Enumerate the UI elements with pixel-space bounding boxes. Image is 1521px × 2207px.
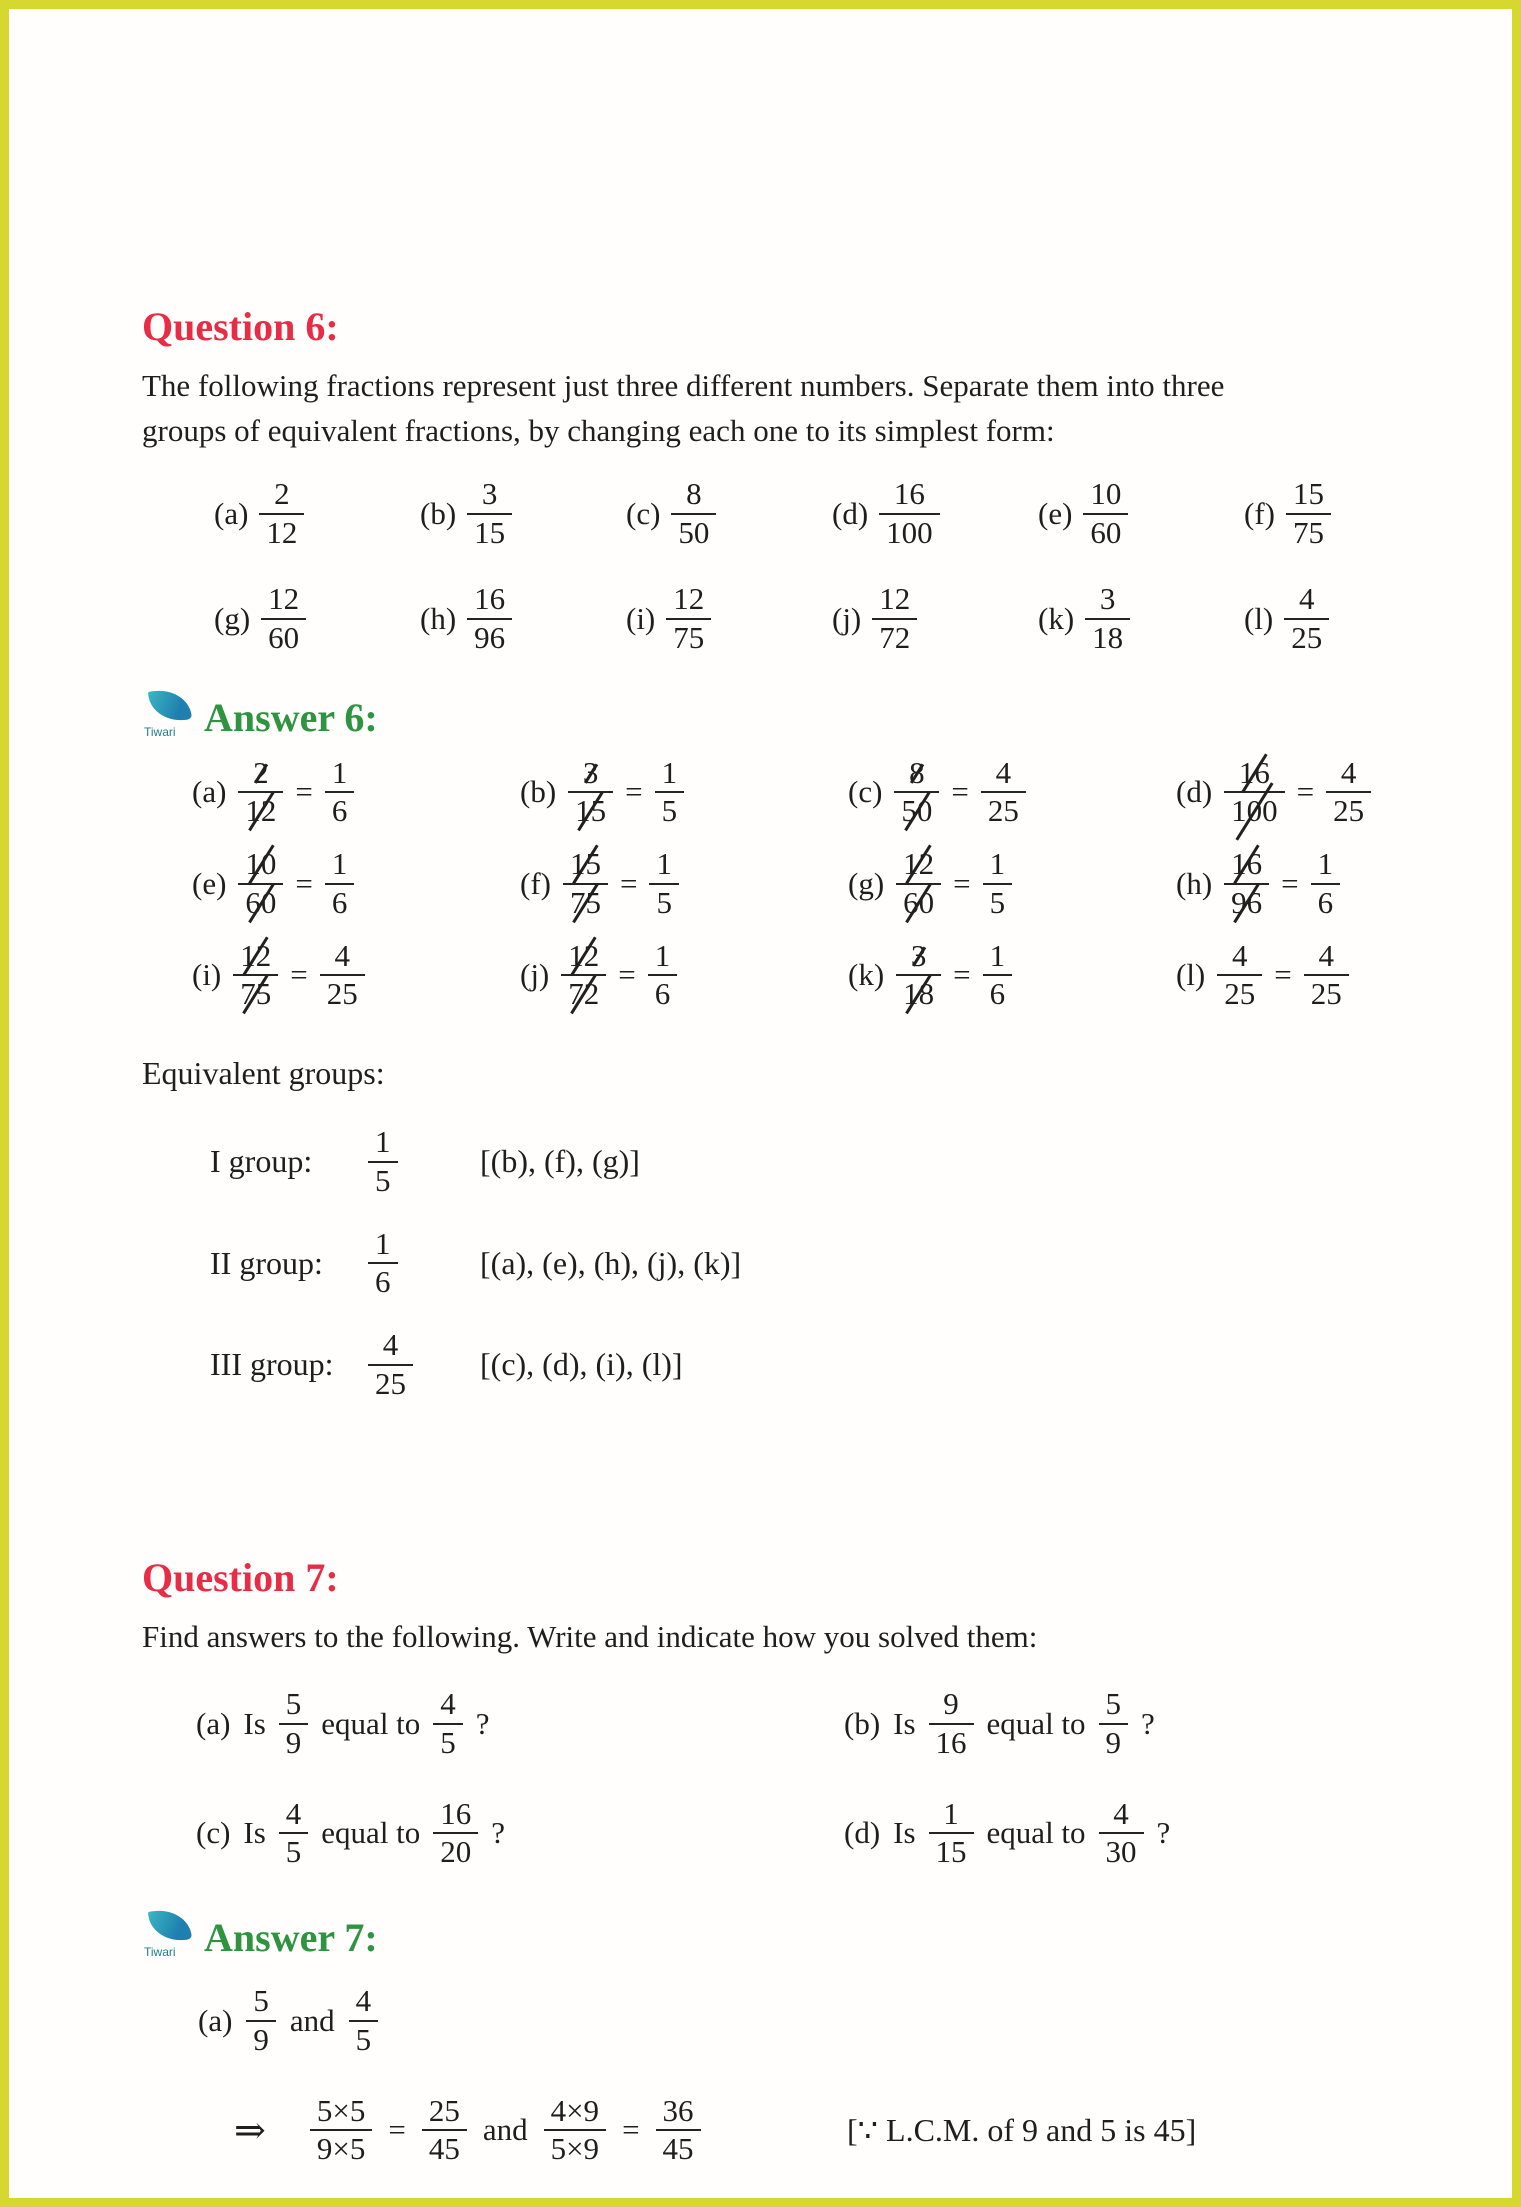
fraction: $\frac{4}{5}$ xyxy=(349,1983,379,2058)
lcm-note: [∵ L.C.M. of 9 and 5 is 45] xyxy=(847,2112,1197,2149)
item-label: (c) xyxy=(626,495,661,531)
result-fraction: $\frac{1}{6}$ xyxy=(325,755,355,830)
answer-7-part-a: (a) $\frac{5}{9}$ and $\frac{4}{5}$ xyxy=(142,1983,1424,2058)
fraction: $\frac{12}{60}$ xyxy=(261,581,306,656)
q7-item-c: (c) Is $\frac{4}{5}$ equal to $\frac{16}{20}$ ? xyxy=(196,1795,506,1870)
fraction-item-h xyxy=(420,581,626,656)
equals-sign: = xyxy=(290,957,308,993)
group-members: [(c), (d), (i), (l)] xyxy=(480,1346,683,1383)
answer-item-k: (k) $\frac{3}{18}$ = $\frac{1}{6}$ xyxy=(848,938,1176,1013)
equals-sign: = xyxy=(388,2112,406,2148)
group-row-1 xyxy=(142,1124,1424,1199)
item-label: (h) xyxy=(420,601,457,637)
answer-7-header xyxy=(142,1907,1424,1961)
answer-item-f: (f) $\frac{15}{75}$ = $\frac{1}{5}$ xyxy=(520,846,848,921)
fraction: $\frac{5}{9}$ xyxy=(246,1983,276,2058)
fraction-item-k xyxy=(1038,581,1244,656)
fraction: $\frac{1}{15}$ xyxy=(929,1796,974,1871)
result-fraction: $\frac{4}{25}$ xyxy=(1304,938,1349,1013)
fraction: $\frac{4}{25}$ xyxy=(1217,938,1262,1013)
question-mark: ? xyxy=(475,1706,490,1742)
answer-6-heading: Answer 6: xyxy=(204,694,378,740)
item-label: (b) xyxy=(420,495,457,531)
fraction: $\frac{15}{75}$ xyxy=(1286,476,1331,551)
fraction: $\frac{5}{9}$ xyxy=(279,1686,309,1761)
answer-item-h: (h) $\frac{16}{96}$ = $\frac{1}{6}$ xyxy=(1176,846,1504,921)
item-label: (e) xyxy=(1038,495,1073,531)
fraction-item-a xyxy=(214,476,420,551)
answer-item-d: (d) $\frac{16}{100}$ = $\frac{4}{25}$ xyxy=(1176,755,1504,830)
group-fraction: $\frac{4}{25}$ xyxy=(368,1327,413,1402)
item-label: (i) xyxy=(626,601,656,637)
question-6-paragraph-line2: groups of equivalent fractions, by changing each one to its simplest form: xyxy=(142,412,1055,448)
result-fraction: $\frac{1}{6}$ xyxy=(1311,846,1341,921)
cancelled-fraction: $\frac{15}{75}$ xyxy=(563,846,608,921)
result-fraction: $\frac{4}{25}$ xyxy=(320,938,365,1013)
group-name: III group: xyxy=(210,1346,334,1383)
equals-sign: = xyxy=(625,774,643,810)
fraction: $\frac{16}{100}$ xyxy=(879,476,940,551)
fraction: $\frac{16}{20}$ xyxy=(433,1796,478,1871)
fraction: $\frac{16}{96}$ xyxy=(467,581,512,656)
page-content xyxy=(9,9,1512,2168)
cancelled-fraction: $\frac{12}{75}$ xyxy=(233,938,278,1013)
question-mark: ? xyxy=(1156,1815,1171,1851)
fraction-item-f xyxy=(1244,476,1450,551)
question-mark: ? xyxy=(1141,1706,1155,1742)
fraction: $\frac{4}{30}$ xyxy=(1099,1796,1144,1871)
equals-sign: = xyxy=(1296,774,1315,810)
q7-item-b: (b) Is $\frac{9}{16}$ equal to $\frac{5}{9}$ ? xyxy=(844,1686,1155,1761)
q7-item-d: (d) Is $\frac{1}{15}$ equal to $\frac{4}{30}$ ? xyxy=(844,1795,1171,1870)
equals-sign: = xyxy=(619,865,638,901)
question-6-paragraph-line1: The following fractions represent just three different numbers. Separate them into three xyxy=(142,368,1225,403)
fraction: $\frac{2}{12}$ xyxy=(259,476,304,551)
group-members: [(a), (e), (h), (j), (k)] xyxy=(480,1244,742,1281)
group-name: I group: xyxy=(210,1143,313,1180)
expression-fraction: $\frac{5\times 5}{9\times 5}$ xyxy=(310,2093,372,2168)
equals-sign: = xyxy=(618,957,636,993)
fraction: $\frac{3}{18}$ xyxy=(1085,581,1130,656)
equals-sign: = xyxy=(295,865,313,901)
tiwari-logo-text: Tiwari xyxy=(144,724,176,739)
group-fraction: $\frac{1}{5}$ xyxy=(368,1124,398,1199)
group-row-2 xyxy=(142,1226,1424,1301)
leaf-icon xyxy=(148,686,192,724)
fraction: $\frac{12}{75}$ xyxy=(666,581,711,656)
question-7-block xyxy=(142,1554,1424,1871)
fraction: $\frac{4}{5}$ xyxy=(279,1796,309,1871)
answer-item-l: (l) $\frac{4}{25}$ = $\frac{4}{25}$ xyxy=(1176,938,1504,1013)
tiwari-logo xyxy=(142,1907,194,1961)
answer-item-c: (c) $\frac{8}{50}$ = $\frac{4}{25}$ xyxy=(848,755,1176,830)
cancelled-fraction: $\frac{3}{15}$ xyxy=(568,755,613,830)
question-7-grid xyxy=(142,1686,1424,1871)
leaf-icon xyxy=(148,1907,192,1945)
equals-sign: = xyxy=(951,774,969,810)
answer-7-working-row: ⇒ $\frac{5\times 5}{9\times 5}$ = $\frac{25}{45}$ and $\frac{4\times 9}{5\times 9}$ = $\frac{36}{45}$ [∵ L.C.M. of 9 and 5 is 45] xyxy=(234,2092,1197,2167)
result-fraction: $\frac{1}{6}$ xyxy=(648,938,678,1013)
equals-sign: = xyxy=(953,957,971,993)
cancelled-fraction: $\frac{8}{50}$ xyxy=(894,755,939,830)
fraction: $\frac{4}{25}$ xyxy=(1284,581,1329,656)
result-fraction: $\frac{25}{45}$ xyxy=(422,2093,467,2168)
equals-sign: = xyxy=(953,865,971,901)
fraction-item-c xyxy=(626,476,832,551)
answer-item-i: (i) $\frac{12}{75}$ = $\frac{4}{25}$ xyxy=(192,938,520,1013)
fraction-item-j xyxy=(832,581,1038,656)
group-name: II group: xyxy=(210,1244,323,1281)
equals-sign: = xyxy=(1274,957,1292,993)
equals-sign: = xyxy=(295,774,313,810)
item-label: (g) xyxy=(214,601,251,637)
fraction: $\frac{12}{72}$ xyxy=(872,581,917,656)
answer-item-b: (b) $\frac{3}{15}$ = $\frac{1}{5}$ xyxy=(520,755,848,830)
answer-6-grid xyxy=(142,755,1424,1013)
item-label: (j) xyxy=(832,601,862,637)
fraction: $\frac{3}{15}$ xyxy=(467,476,512,551)
fraction-item-d xyxy=(832,476,1038,551)
fraction: $\frac{10}{60}$ xyxy=(1083,476,1128,551)
tiwari-logo xyxy=(142,687,194,741)
result-fraction: $\frac{4}{25}$ xyxy=(981,755,1026,830)
group-row-3 xyxy=(142,1327,1424,1402)
tiwari-logo-text: Tiwari xyxy=(144,1945,176,1960)
group-fraction: $\frac{1}{6}$ xyxy=(368,1226,398,1301)
question-7-heading: Question 7: xyxy=(142,1555,339,1601)
result-fraction: $\frac{1}{5}$ xyxy=(649,846,679,921)
fraction: $\frac{5}{9}$ xyxy=(1099,1686,1129,1761)
cancelled-fraction: $\frac{12}{72}$ xyxy=(561,938,606,1013)
cancelled-fraction: $\frac{16}{100}$ xyxy=(1224,755,1285,830)
question-mark: ? xyxy=(491,1815,506,1851)
cancelled-fraction: $\frac{2}{12}$ xyxy=(238,755,283,830)
fraction: $\frac{4}{5}$ xyxy=(433,1686,463,1761)
answer-7-heading: Answer 7: xyxy=(204,1915,378,1961)
question-6-fractions-row-1 xyxy=(142,476,1424,551)
equals-sign: = xyxy=(622,2112,640,2148)
equivalent-groups-heading: Equivalent groups: xyxy=(142,1055,385,1092)
cancelled-fraction: $\frac{10}{60}$ xyxy=(238,846,283,921)
fraction-item-e xyxy=(1038,476,1244,551)
fraction-item-i xyxy=(626,581,832,656)
item-label: (d) xyxy=(832,495,869,531)
item-label: (k) xyxy=(1038,601,1075,637)
item-label: (a) xyxy=(214,495,249,531)
answer-item-g: (g) $\frac{12}{60}$ = $\frac{1}{5}$ xyxy=(848,846,1176,921)
question-6-heading: Question 6: xyxy=(142,304,339,349)
question-7-paragraph: Find answers to the following. Write and indicate how you solved them: xyxy=(142,1619,1038,1655)
implies-arrow-icon: ⇒ xyxy=(234,2109,266,2152)
answer-6-header xyxy=(142,687,1424,741)
group-members: [(b), (f), (g)] xyxy=(480,1143,640,1180)
answer-item-e: (e) $\frac{10}{60}$ = $\frac{1}{6}$ xyxy=(192,846,520,921)
fraction: $\frac{9}{16}$ xyxy=(929,1686,974,1761)
answer-item-j: (j) $\frac{12}{72}$ = $\frac{1}{6}$ xyxy=(520,938,848,1013)
result-fraction: $\frac{1}{5}$ xyxy=(983,846,1013,921)
result-fraction: $\frac{1}{6}$ xyxy=(983,938,1013,1013)
cancelled-fraction: $\frac{3}{18}$ xyxy=(896,938,941,1013)
fraction: $\frac{8}{50}$ xyxy=(671,476,716,551)
item-label: (l) xyxy=(1244,601,1274,637)
fraction-item-l xyxy=(1244,581,1450,656)
cancelled-fraction: $\frac{12}{60}$ xyxy=(896,846,941,921)
fraction-item-b xyxy=(420,476,626,551)
q7-item-a: (a) Is $\frac{5}{9}$ equal to $\frac{4}{5}$ ? xyxy=(196,1686,490,1761)
item-label: (f) xyxy=(1244,495,1275,531)
result-fraction: $\frac{1}{6}$ xyxy=(325,846,355,921)
result-fraction: $\frac{36}{45}$ xyxy=(656,2093,701,2168)
expression-fraction: $\frac{4\times 9}{5\times 9}$ xyxy=(544,2093,606,2168)
cancelled-fraction: $\frac{16}{96}$ xyxy=(1224,846,1269,921)
answer-item-a: (a) $\frac{2}{12}$ = $\frac{1}{6}$ xyxy=(192,755,520,830)
fraction-item-g xyxy=(214,581,420,656)
equals-sign: = xyxy=(1281,865,1299,901)
result-fraction: $\frac{1}{5}$ xyxy=(655,755,685,830)
result-fraction: $\frac{4}{25}$ xyxy=(1326,755,1371,830)
question-6-fractions-row-2 xyxy=(142,581,1424,656)
